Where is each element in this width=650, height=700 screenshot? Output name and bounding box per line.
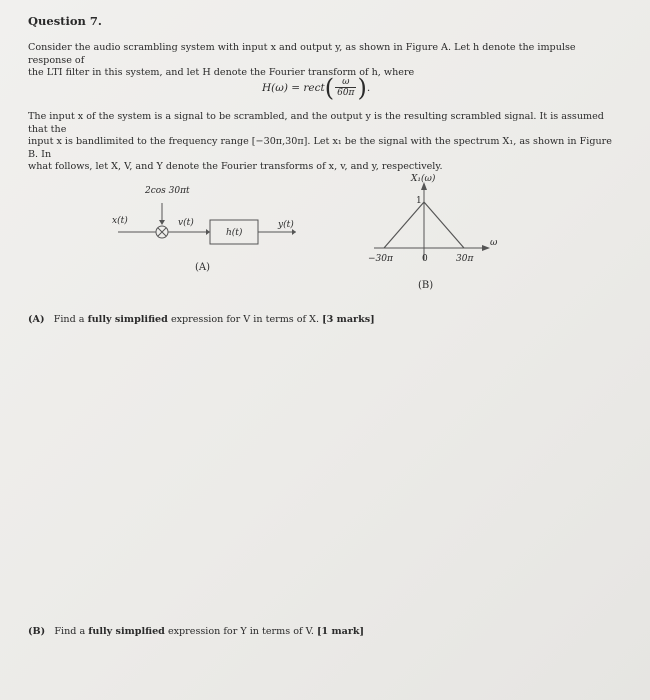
spectrum-peak-label: 1 (416, 196, 422, 206)
description-line-1: The input x of the system is a signal to be scrambled, and the output y is the resulting scrambled signal. It is assumed that the (28, 111, 604, 135)
part-b-tag: (B) (28, 626, 46, 637)
equation-close-paren: ) (357, 73, 367, 102)
part-a-post: expression for V in terms of X. (170, 314, 320, 325)
equation-open-paren: ( (324, 73, 335, 102)
figure-b-spectrum (360, 168, 510, 298)
part-a-marks: [3 marks] (322, 314, 375, 325)
description-line-3: what follows, let X, V, and Y denote the Fourier transforms of x, v, and y, respectively. (28, 161, 443, 172)
description-paragraph (28, 111, 618, 174)
part-b-pre: Find a (54, 626, 86, 637)
part-b-post: expression for Y in terms of V. (167, 626, 314, 637)
equation-numerator: ω (342, 77, 350, 87)
equation-lhs: H(ω) = rect (262, 81, 325, 94)
carrier-arrow (159, 220, 165, 225)
figure-a-caption: (A) (195, 262, 211, 273)
part-b-bold: fully simplfied (88, 626, 165, 637)
part-b-question (28, 626, 364, 637)
spectrum-left-tick: −30π (368, 254, 393, 264)
input-label: x(t) (112, 216, 128, 226)
spectrum-x-arrow (482, 245, 490, 251)
spectrum-x-label: ω (490, 238, 498, 248)
intro-paragraph (28, 42, 618, 80)
filter-label: h(t) (226, 228, 243, 238)
part-a-question (28, 314, 375, 325)
mid-arrow (206, 229, 210, 235)
part-a-tag: (A) (28, 314, 45, 325)
equation-fraction (335, 77, 356, 98)
transfer-function-equation (262, 73, 371, 102)
part-a-pre: Find a (53, 314, 85, 325)
spectrum-zero-tick: 0 (422, 254, 428, 264)
equation-denominator: 60π (337, 88, 355, 98)
mid-signal-label: v(t) (178, 218, 194, 228)
spectrum-y-label: X₁(ω) (411, 174, 436, 184)
intro-line-2: the LTI filter in this system, and let H denote the Fourier transform of h, where (28, 67, 415, 78)
description-line-2: input x is bandlimited to the frequency range [−30π,30π]. Let x₁ be the signal with the spectrum X₁, as shown in Figure B. In (28, 136, 612, 160)
figure-a-block-diagram (100, 180, 340, 280)
block-diagram-svg (100, 180, 340, 280)
output-label: y(t) (278, 220, 294, 230)
part-a-bold: fully simplified (87, 314, 168, 325)
part-b-marks: [1 mark] (316, 626, 365, 637)
spectrum-svg (360, 168, 510, 298)
carrier-label: 2cos 30πt (145, 186, 190, 196)
spectrum-right-tick: 30π (456, 254, 474, 264)
figure-b-caption: (B) (418, 280, 434, 291)
equation-end: . (366, 81, 371, 94)
question-title: Question 7. (28, 14, 102, 28)
intro-line-1: Consider the audio scrambling system with input x and output y, as shown in Figure A. Let h denote the impulse response of (28, 42, 576, 66)
